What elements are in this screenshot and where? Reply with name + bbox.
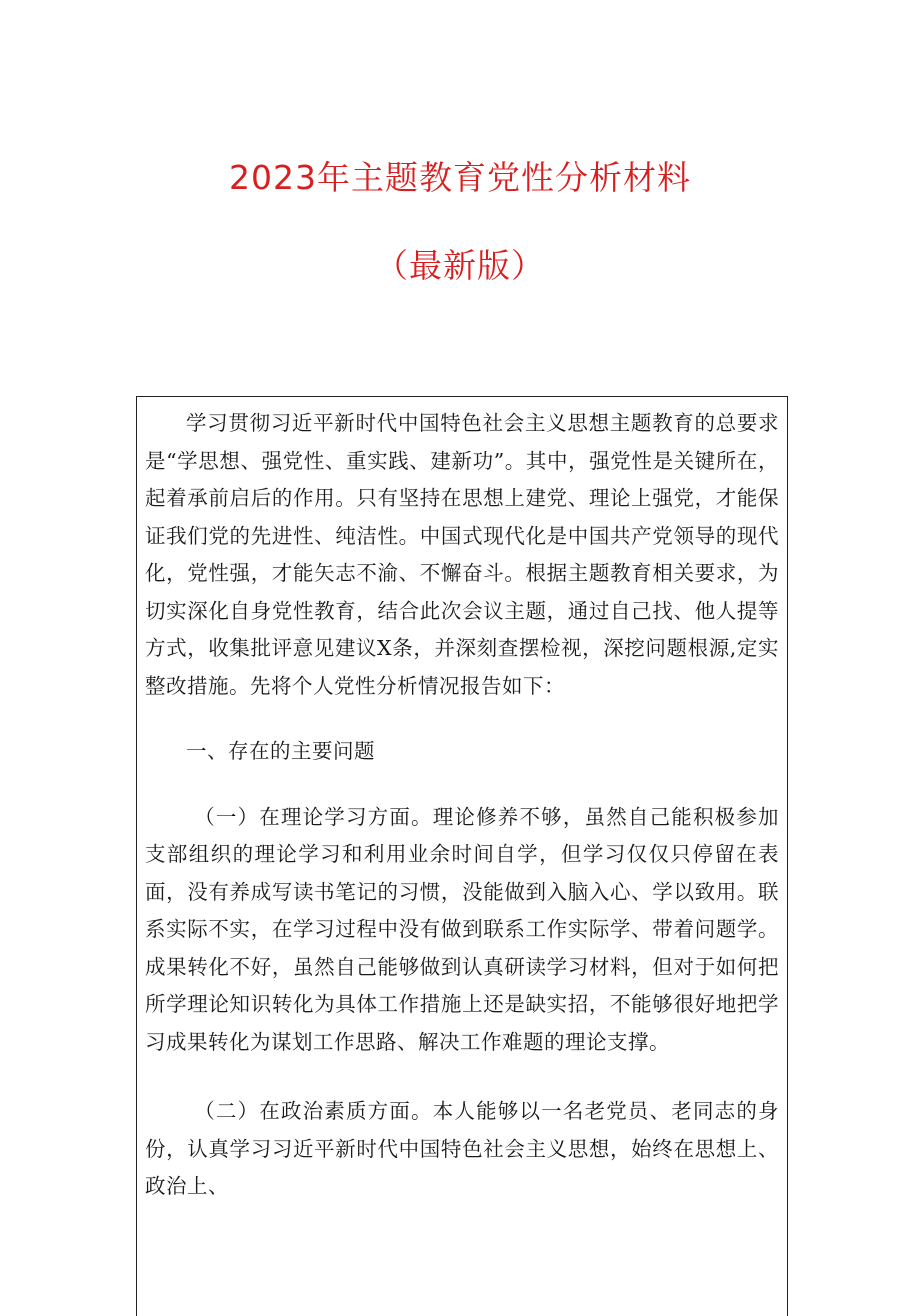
document-title: 2023年主题教育党性分析材料 — [229, 158, 691, 197]
spacer — [145, 705, 779, 733]
section-heading: 一、存在的主要问题 — [186, 739, 375, 763]
document-subtitle: （最新版） — [375, 246, 545, 285]
problem-item-1: （一）在理论学习方面。理论修养不够，虽然自己能积极参加支部组织的理论学习和利用业余时间自学，但学习仅仅只停留在表面，没有养成写读书笔记的习惯，没能做到入脑入心、学以致用。联系实际不实，在学习过程中没有做到联系工作实际学、带着问题学。成果转化不好，虽然自己能够做到认真研读学习材料，但对于如何把所学理论知识转化为具体工作措施上还是缺实招，不能够很好地把学习成果转化为谋划工作思路、解决工作难题的理论支撑。 — [145, 804, 779, 1054]
intro-paragraph: 学习贯彻习近平新时代中国特色社会主义思想主题教育的总要求是“学思想、强党性、重实践、建新功”。其中，强党性是关键所在，起着承前启后的作用。只有坚持在思想上建党、理论上强党，才能保证我们党的先进性、纯洁性。中国式现代化是中国共产党领导的现代化，党性强，才能矢志不渝、不懈奋斗。根据主题教育相关要求，为切实深化自身党性教育，结合此次会议主题，通过自己找、他人提等方式，收集批评意见建议X条，并深刻查摆检视，深挖问题根源,定实整改措施。先将个人党性分析情况报告如下： — [145, 411, 779, 698]
spacer — [145, 771, 779, 799]
problem-item-2: （二）在政治素质方面。本人能够以一名老党员、老同志的身份，认真学习习近平新时代中国特色社会主义思想，始终在思想上、政治上、 — [145, 1099, 779, 1198]
spacer — [145, 1061, 779, 1093]
content-table-cell — [136, 396, 788, 1316]
